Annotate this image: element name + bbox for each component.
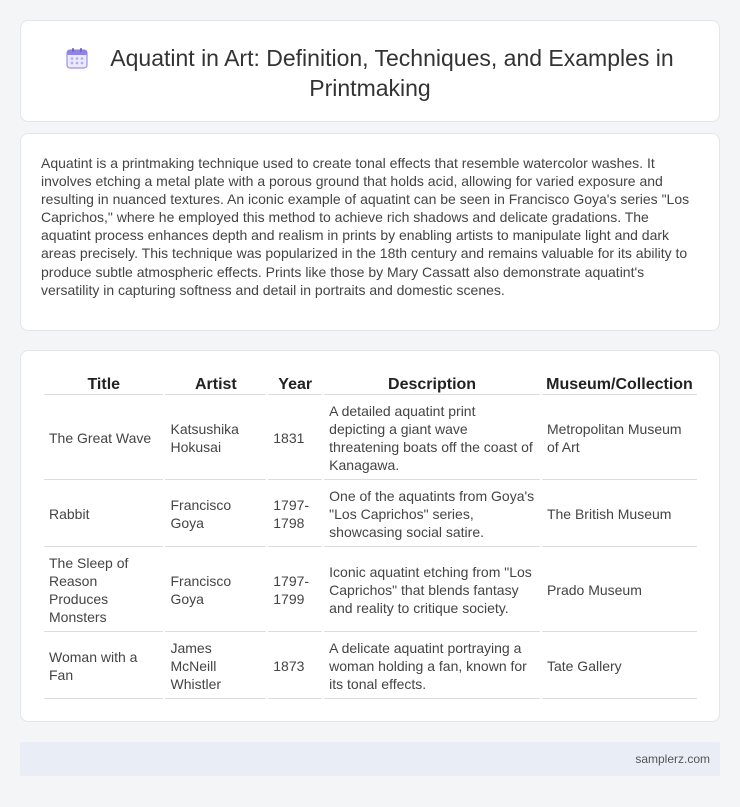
cell-title: Rabbit	[44, 482, 163, 547]
table-row	[44, 634, 697, 699]
calendar-icon	[66, 46, 88, 68]
footer-bar	[20, 742, 720, 776]
cell-title: The Great Wave	[44, 397, 163, 480]
intro-card	[20, 133, 720, 331]
cell-description: A detailed aquatint print depicting a giant wave threatening boats off the coast of Kanagawa.	[324, 397, 540, 480]
page-header	[21, 43, 719, 103]
header-year: Year	[268, 373, 322, 395]
artworks-table	[42, 371, 699, 701]
table-header-row	[44, 373, 697, 395]
page-title	[45, 43, 695, 103]
cell-description: A delicate aquatint portraying a woman holding a fan, known for its tonal effects.	[324, 634, 540, 699]
header-description: Description	[324, 373, 540, 395]
cell-year: 1797-1798	[268, 482, 322, 547]
table-row	[44, 397, 697, 480]
header-artist: Artist	[165, 373, 266, 395]
footer-site-link[interactable]: samplerz.com	[635, 752, 710, 766]
cell-artist: Francisco Goya	[165, 482, 266, 547]
intro-paragraph: Aquatint is a printmaking technique used to create tonal effects that resemble watercolor washes. It involves etching a metal plate with a porous ground that holds acid, allowing for varied exposure and resulting in nuanced textures. An iconic example of aquatint can be seen in Francisco Goya's series "Los Caprichos," where he employed this method to achieve rich shadows and delicate gradations. The aquatint process enhances depth and realism in prints by enabling artists to manipulate light and dark areas precisely. This technique was popularized in the 18th century and remains valuable for its ability to produce subtle atmospheric effects. Prints like those by Mary Cassatt also demonstrate aquatint's versatility in capturing softness and detail in portraits and domestic scenes.	[41, 155, 690, 298]
header-title: Title	[44, 373, 163, 395]
page-title-text: Aquatint in Art: Definition, Techniques, and Examples in Printmaking	[110, 45, 674, 101]
cell-description: One of the aquatints from Goya's "Los Caprichos" series, showcasing social satire.	[324, 482, 540, 547]
cell-museum: The British Museum	[542, 482, 697, 547]
cell-year: 1831	[268, 397, 322, 480]
cell-title: The Sleep of Reason Produces Monsters	[44, 549, 163, 632]
cell-title: Woman with a Fan	[44, 634, 163, 699]
cell-artist: James McNeill Whistler	[165, 634, 266, 699]
cell-museum: Metropolitan Museum of Art	[542, 397, 697, 480]
table-row	[44, 482, 697, 547]
cell-artist: Katsushika Hokusai	[165, 397, 266, 480]
cell-year: 1797-1799	[268, 549, 322, 632]
table-card	[20, 350, 720, 722]
table-row	[44, 549, 697, 632]
cell-artist: Francisco Goya	[165, 549, 266, 632]
header-museum: Museum/Collection	[542, 373, 697, 395]
cell-museum: Tate Gallery	[542, 634, 697, 699]
cell-description: Iconic aquatint etching from "Los Caprichos" that blends fantasy and reality to critique society.	[324, 549, 540, 632]
cell-museum: Prado Museum	[542, 549, 697, 632]
title-card	[20, 20, 720, 122]
cell-year: 1873	[268, 634, 322, 699]
